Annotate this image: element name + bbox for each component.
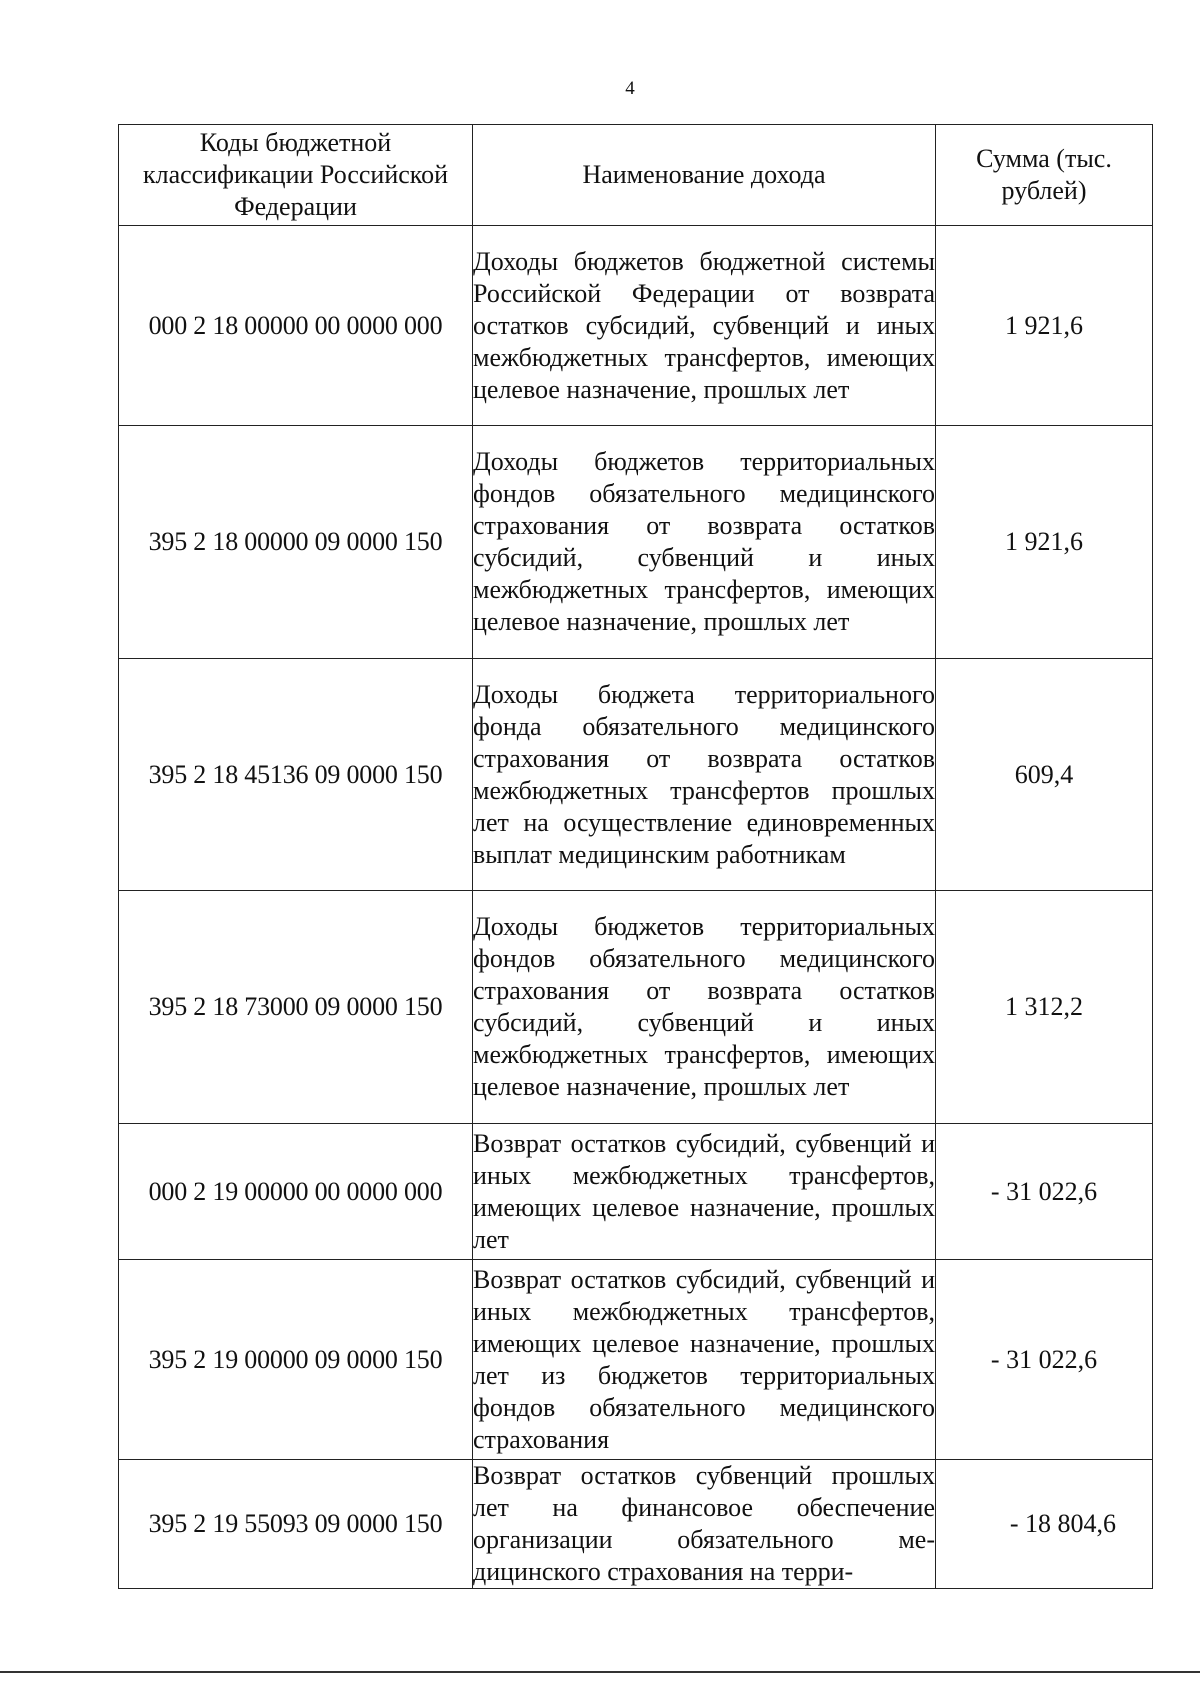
table-row [119, 659, 1153, 891]
row-code: 000 2 18 00000 00 0000 000 [119, 226, 473, 426]
row-name: Доходы бюджетов территориальных фондов обязательного медицинского страхования от возврата остатков субсидий, субвенций и иных межбюджетных трансфертов, имеющих целевое назначение, прошлых лет [473, 426, 936, 659]
row-sum: 1 921,6 [936, 226, 1153, 426]
row-name: Возврат остатков субвенций прошлых лет на финансовое обеспечение организации обязательного медицинского страхования на терри- [473, 1460, 936, 1589]
row-code: 395 2 18 00000 09 0000 150 [119, 426, 473, 659]
row-name: Возврат остатков субсидий, субвенций и иных межбюджетных трансфертов, имеющих целевое назначение, прошлых лет из бюджетов территориальных фондов обязательного медицинского страхования [473, 1260, 936, 1460]
row-code: 395 2 19 55093 09 0000 150 [119, 1460, 473, 1589]
table-row [119, 226, 1153, 426]
table-row [119, 426, 1153, 659]
row-sum: 1 921,6 [936, 426, 1153, 659]
row-sum: 609,4 [936, 659, 1153, 891]
table-row [119, 1124, 1153, 1260]
row-code: 395 2 18 45136 09 0000 150 [119, 659, 473, 891]
row-name: Возврат остатков субсидий, субвенций и иных межбюджетных трансфертов, имеющих целевое назначение, прошлых лет [473, 1124, 936, 1260]
row-code: 000 2 19 00000 00 0000 000 [119, 1124, 473, 1260]
row-sum: - 31 022,6 [936, 1260, 1153, 1460]
table-header-row [119, 125, 1153, 226]
row-name: Доходы бюджетов бюджетной системы Российской Федерации от возврата остатков субсидий, субвенций и иных межбюджетных трансфертов, имеющих целевое назначение, прошлых лет [473, 226, 936, 426]
row-sum: 1 312,2 [936, 891, 1153, 1124]
budget-income-table [118, 124, 1153, 1589]
row-sum: - 31 022,6 [936, 1124, 1153, 1260]
page-number: 4 [625, 78, 635, 99]
row-code: 395 2 18 73000 09 0000 150 [119, 891, 473, 1124]
row-code: 395 2 19 00000 09 0000 150 [119, 1260, 473, 1460]
table-row [119, 1260, 1153, 1460]
table-row [119, 1460, 1153, 1589]
header-name: Наименование дохода [473, 125, 936, 226]
row-name: Доходы бюджета территориального фонда обязательного медицинского страхования от возврата остатков межбюджетных трансфертов прошлых лет на осуществление единовременных выплат медицинским работникам [473, 659, 936, 891]
table-row [119, 891, 1153, 1124]
row-sum: - 18 804,6 [936, 1460, 1153, 1589]
header-code: Коды бюджетной классификации Российской Федерации [119, 125, 473, 226]
row-name: Доходы бюджетов территориальных фондов обязательного медицинского страхования от возврата остатков субсидий, субвенций и иных межбюджетных трансфертов, имеющих целевое назначение, прошлых лет [473, 891, 936, 1124]
header-sum: Сумма (тыс. рублей) [936, 125, 1153, 226]
footer-rule [0, 1671, 1200, 1673]
